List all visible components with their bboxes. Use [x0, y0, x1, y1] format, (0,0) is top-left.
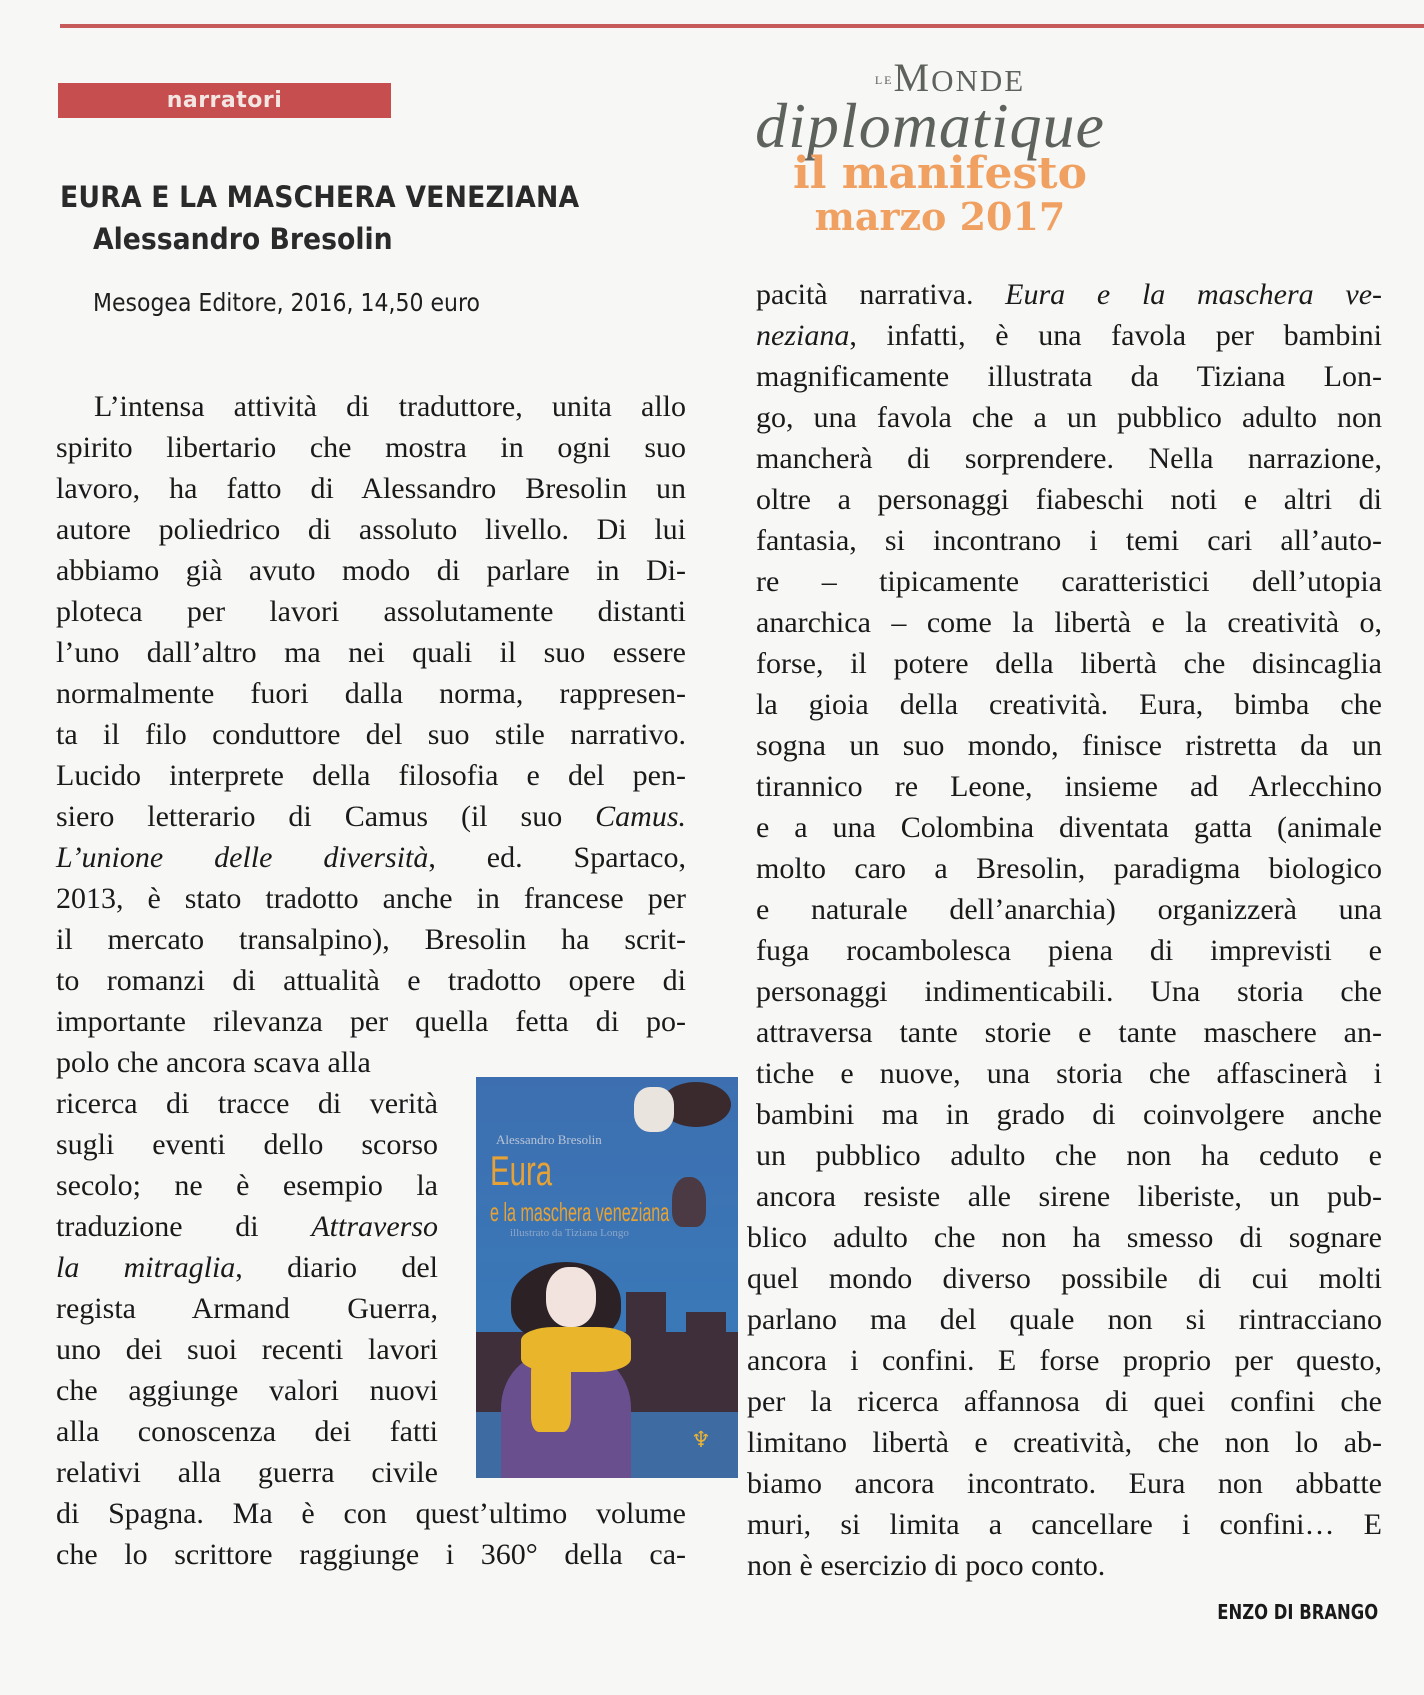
text-line: to romanzi di attualità e tradotto opere di	[56, 964, 686, 997]
text-line	[56, 837, 686, 878]
text-line: ta il filo conduttore del suo stile narrativo.	[56, 718, 686, 751]
text-line: regista Armand Guerra,	[56, 1292, 438, 1325]
text-line: l’uno dall’altro ma nei quali il suo essere	[56, 636, 686, 669]
text-line: muri, si limita a cancellare i confini… E	[747, 1508, 1382, 1541]
text-line: non è esercizio di poco conto.	[747, 1549, 1106, 1582]
text-line: e naturale dell’anarchia) organizzerà una	[756, 893, 1382, 926]
text-line: la gioia della creatività. Eura, bimba che	[756, 688, 1382, 721]
text-line: magnificamente illustrata da Tiziana Lon-	[756, 360, 1382, 393]
text-line: fantasia, si incontrano i temi cari all’auto-	[756, 524, 1382, 557]
text-line: fuga rocambolesca piena di imprevisti e	[756, 934, 1382, 967]
text-line: ancora resiste alle sirene liberiste, un pub-	[756, 1180, 1382, 1213]
text-run: pacità narrativa.	[756, 278, 1006, 311]
text-line: personaggi indimenticabili. Una storia che	[756, 975, 1382, 1008]
text-line: uno dei suoi recenti lavori	[56, 1333, 438, 1366]
text-line: 2013, è stato tradotto anche in francese per	[56, 882, 686, 915]
masthead-logo	[690, 55, 1170, 239]
text-run: , diario del	[235, 1251, 438, 1284]
text-run: , ed. Spartaco,	[428, 841, 686, 874]
book-title: EURA E LA MASCHERA VENEZIANA	[60, 180, 580, 214]
text-line: re – tipicamente caratteristici dell’utopia	[756, 565, 1382, 598]
text-line: lavoro, ha fatto di Alessandro Bresolin un	[56, 472, 686, 505]
text-run: traduzione di	[56, 1210, 312, 1243]
article-column-right	[747, 274, 1382, 1586]
text-line	[56, 796, 686, 837]
article-author-signature: ENZO DI BRANGO	[1217, 1600, 1378, 1624]
text-line: biamo ancora incontrato. Eura non abbatte	[747, 1467, 1382, 1500]
italic-title-run: Camus.	[595, 800, 686, 833]
masthead-issue-date: marzo 2017	[814, 194, 1066, 239]
text-line: limitano libertà e creatività, che non lo ab-	[747, 1426, 1382, 1459]
text-line: ploteca per lavori assolutamente distanti	[56, 595, 686, 628]
text-line: attraversa tante storie e tante maschere an-	[756, 1016, 1382, 1049]
text-line: tirannico re Leone, insieme ad Arlecchino	[756, 770, 1382, 803]
italic-title-run: la mitraglia	[56, 1251, 236, 1284]
book-cover-image	[476, 1077, 738, 1478]
text-line: sogna un suo mondo, finisce ristretta da un	[756, 729, 1382, 762]
text-line: per la ricerca affannosa di quei confini che	[747, 1385, 1382, 1418]
cover-black-cat	[672, 1177, 706, 1227]
text-line	[56, 1247, 438, 1288]
text-line: spirito libertario che mostra in ogni suo	[56, 431, 686, 464]
text-line	[756, 274, 1382, 315]
text-line: importante rilevanza per quella fetta di po-	[56, 1005, 686, 1038]
text-line: bambini ma in grado di coinvolgere anche	[756, 1098, 1382, 1131]
text-line: molto caro a Bresolin, paradigma biologico	[756, 852, 1382, 885]
cover-scarf	[531, 1357, 571, 1432]
italic-title-run: Attraverso	[311, 1210, 438, 1243]
text-line: che aggiunge valori nuovi	[56, 1374, 438, 1407]
text-run: , infatti, è una favola per bambini	[849, 319, 1382, 352]
text-line: normalmente fuori dalla norma, rappresen-	[56, 677, 686, 710]
top-rule	[60, 24, 1424, 28]
text-line: mancherà di sorprendere. Nella narrazione,	[756, 442, 1382, 475]
text-line: anarchica – come la libertà e la creatività o,	[756, 606, 1382, 639]
text-line: ricerca di tracce di verità	[56, 1087, 438, 1120]
section-label: narratori	[58, 83, 391, 118]
cover-cat-illustration	[634, 1087, 674, 1132]
text-line: abbiamo già avuto modo di parlare in Di-	[56, 554, 686, 587]
text-line: parlano ma del quale non si rintracciano	[747, 1303, 1382, 1336]
cover-title: Eura	[490, 1147, 553, 1194]
text-line: di Spagna. Ma è con quest’ultimo volume	[56, 1497, 686, 1530]
text-line: che lo scrittore raggiunge i 360° della ca-	[56, 1538, 686, 1571]
text-line: e a una Colombina diventata gatta (animale	[756, 811, 1382, 844]
text-line: secolo; ne è esempio la	[56, 1169, 438, 1202]
text-line	[56, 1206, 438, 1247]
text-line: un pubblico adulto che non ha ceduto e	[756, 1139, 1382, 1172]
text-line: L’intensa attività di traduttore, unita allo	[94, 390, 686, 423]
italic-title-run: neziana	[756, 319, 850, 352]
text-run: siero letterario di Camus (il suo	[56, 800, 596, 833]
text-line: forse, il potere della libertà che disincaglia	[756, 647, 1382, 680]
masthead-monde-initial: M	[893, 55, 932, 100]
text-line	[756, 315, 1382, 356]
cover-subtitle: e la maschera veneziana	[490, 1197, 670, 1227]
text-line: polo che ancora scava alla	[56, 1046, 371, 1079]
text-line: oltre a personaggi fiabeschi noti e altri di	[756, 483, 1382, 516]
masthead-monde-rest: ONDE	[931, 63, 1026, 98]
text-line: alla conoscenza dei fatti	[56, 1415, 438, 1448]
text-line: tiche e nuove, una storia che affascinerà i	[756, 1057, 1382, 1090]
text-line: il mercato transalpino), Bresolin ha scrit-	[56, 923, 686, 956]
italic-title-run: Eura e la maschera ve-	[1005, 278, 1382, 311]
masthead-le: LE	[874, 73, 894, 87]
publisher-logo-icon: ♆	[691, 1427, 711, 1452]
italic-title-run: L’unione delle diversità	[56, 841, 429, 874]
text-line: quel mondo diverso possibile di cui molti	[747, 1262, 1382, 1295]
text-line: sugli eventi dello scorso	[56, 1128, 438, 1161]
text-line: relativi alla guerra civile	[56, 1456, 438, 1489]
cover-girl-face	[546, 1267, 596, 1327]
text-line: autore poliedrico di assoluto livello. Di lui	[56, 513, 686, 546]
book-author: Alessandro Bresolin	[93, 222, 393, 256]
cover-building	[626, 1292, 666, 1337]
text-line: ancora i confini. E forse proprio per questo,	[747, 1344, 1382, 1377]
text-line: Lucido interprete della filosofia e del pen-	[56, 759, 686, 792]
text-line: blico adulto che non ha smesso di sognare	[747, 1221, 1382, 1254]
text-line: go, una favola che a un pubblico adulto non	[756, 401, 1382, 434]
cover-illustrator: illustrato da Tiziana Longo	[510, 1227, 629, 1239]
masthead-diplomatique: diplomatique	[755, 90, 1105, 161]
book-publication-info: Mesogea Editore, 2016, 14,50 euro	[93, 288, 481, 317]
masthead-manifesto: il manifesto	[793, 148, 1087, 199]
cover-author: Alessandro Bresolin	[496, 1132, 602, 1147]
